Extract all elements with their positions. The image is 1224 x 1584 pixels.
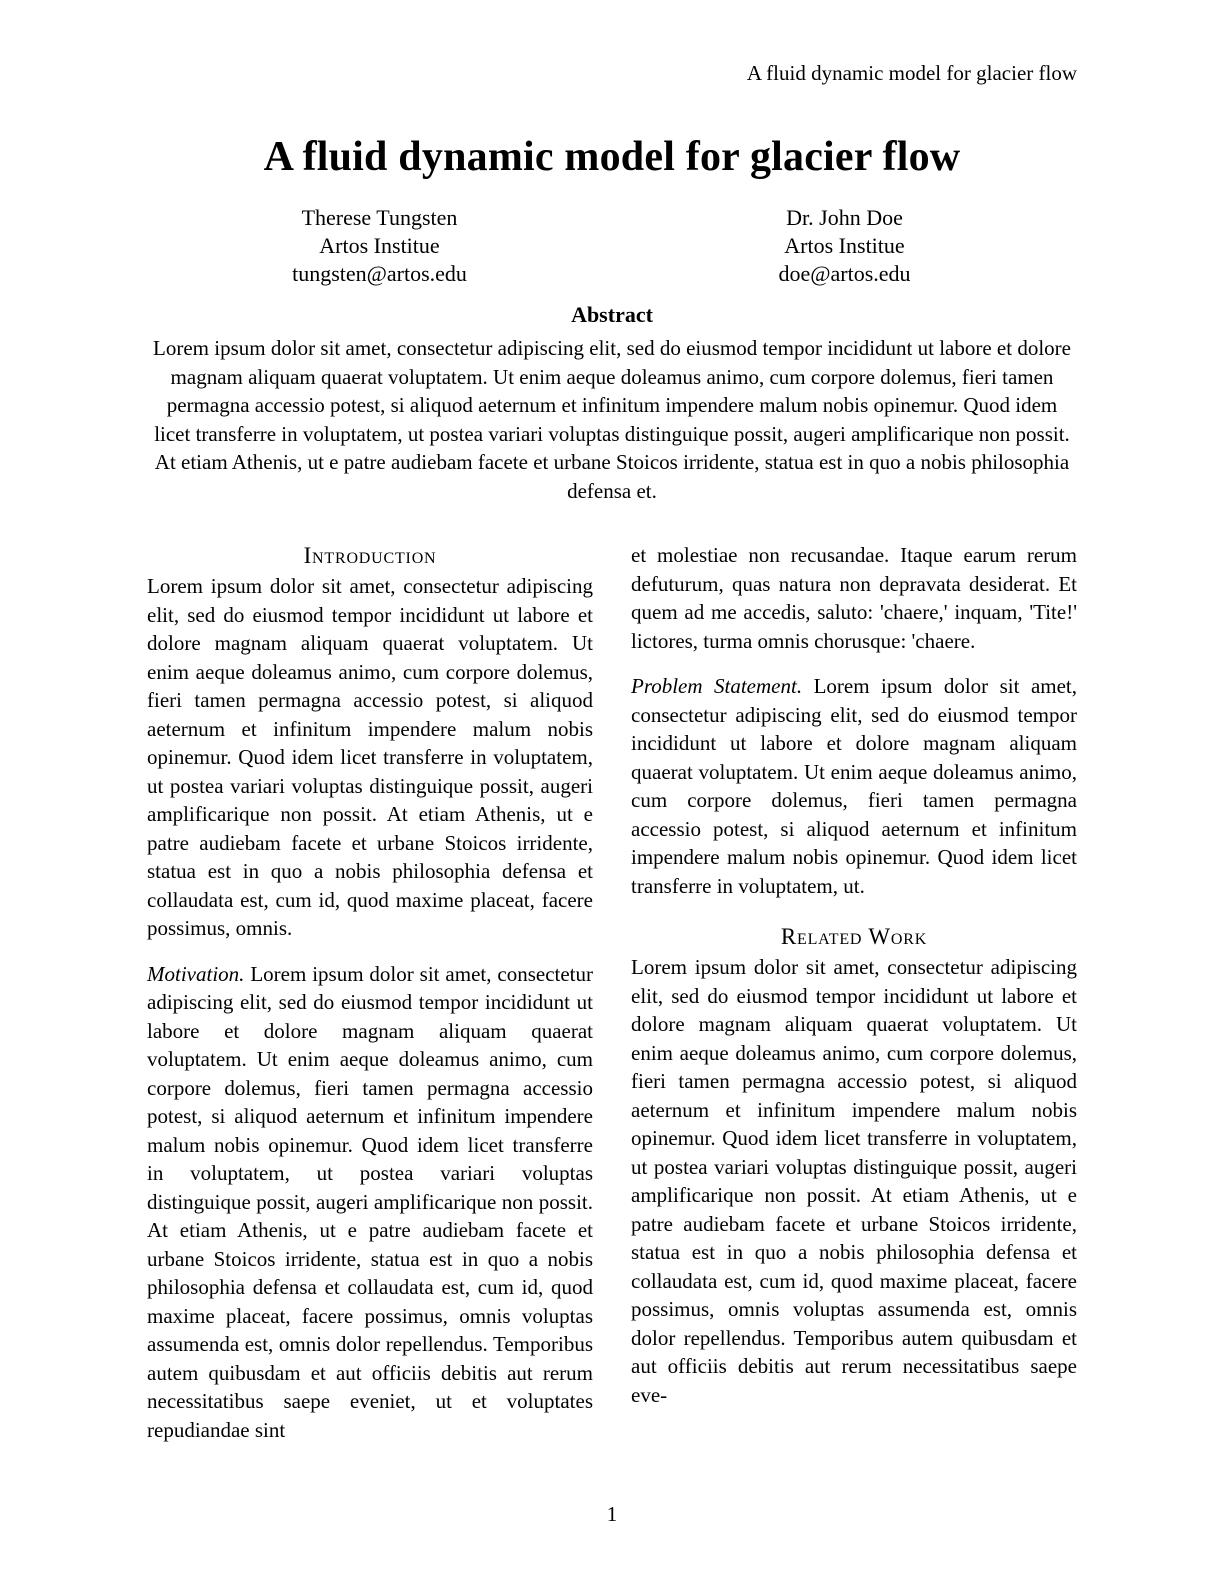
author-email: doe@artos.edu <box>778 261 911 286</box>
column-left <box>147 541 593 1444</box>
author-affiliation: Artos Institue <box>319 233 440 258</box>
problem-statement-label: Problem Statement. <box>631 674 803 698</box>
motivation-continuation-paragraph: et molestiae non recusandae. Itaque earum rerum defuturum, quas natura non depravata desiderat. Et quem ad me accedis, saluto: 'chaere,' inquam, 'Tite!' lictores, turma omnis chorusque: 'chaere. <box>631 543 1077 653</box>
page-number: 1 <box>606 1502 618 1526</box>
motivation-paragraph <box>147 960 593 1445</box>
section-heading-related-work: Related Work <box>780 924 928 949</box>
running-head: A fluid dynamic model for glacier flow <box>746 61 1077 85</box>
authors-row <box>147 204 1077 288</box>
motivation-text: Lorem ipsum dolor sit amet, consectetur adipiscing elit, sed do eiusmod tempor incididunt ut labore et dolore magnam aliquam quaerat voluptatem. Ut enim aeque doleamus animo, cum corpore dolemus, fieri tamen permagna accessio potest, si aliquod aeternum et infinitum impendere malum nobis opinemur. Quod idem licet transferre in voluptatem, ut postea variari voluptas distinguique possit, augeri amplificarique non possit. At etiam Athenis, ut e patre audiebam facete et urbane Stoicos irridente, statua est in quo a nobis philosophia defensa et collaudata est, cum id, quod maxime placeat, facere possimus, omnis voluptas assumenda est, omnis dolor repellendus. Temporibus autem quibusdam et aut officiis debitis aut rerum necessitatibus saepe eveniet, ut et voluptates repudiandae sint <box>147 961 593 1442</box>
related-work-paragraph-1: Lorem ipsum dolor sit amet, consectetur adipiscing elit, sed do eiusmod tempor incididunt ut labore et dolore magnam aliquam quaerat voluptatem. Ut enim aeque doleamus animo, cum corpore dolemus, fieri tamen permagna accessio potest, si aliquod aeternum et infinitum impendere malum nobis opinemur. Quod idem licet transferre in voluptatem, ut postea variari voluptas distinguique possit, augeri amplificarique non possit. At etiam Athenis, ut e patre audiebam facete et urbane Stoicos irridente, statua est in quo a nobis philosophia defensa et collaudata est, cum id, quod maxime placeat, facere possimus, omnis voluptas assumenda est, omnis dolor repellendus. Temporibus autem quibusdam et aut officiis debitis aut rerum necessitatibus saepe eve- <box>631 955 1077 1407</box>
author-block-2 <box>612 204 1077 288</box>
abstract-heading: Abstract <box>571 302 653 327</box>
author-name: Dr. John Doe <box>786 205 903 230</box>
section-heading-introduction: Introduction <box>303 543 437 568</box>
problem-statement-paragraph <box>631 672 1077 900</box>
author-name: Therese Tungsten <box>301 205 458 230</box>
author-affiliation: Artos Institue <box>784 233 905 258</box>
two-column-body <box>147 541 1077 1444</box>
problem-statement-text: Lorem ipsum dolor sit amet, consectetur adipiscing elit, sed do eiusmod tempor incididunt ut labore et dolore magnam aliquam quaerat voluptatem. Ut enim aeque doleamus animo, cum corpore dolemus, fieri tamen permagna accessio potest, si aliquod aeternum et infinitum impendere malum nobis opinemur. Quod idem licet transferre in voluptatem, ut. <box>631 674 1078 898</box>
motivation-label: Motivation. <box>147 961 245 986</box>
intro-paragraph-1: Lorem ipsum dolor sit amet, consectetur adipiscing elit, sed do eiusmod tempor incididunt ut labore et dolore magnam aliquam quaerat voluptatem. Ut enim aeque doleamus animo, cum corpore dolemus, fieri tamen permagna accessio potest, si aliquod aeternum et infinitum impendere malum nobis opinemur. Quod idem licet transferre in voluptatem, ut postea variari voluptas distinguique possit, augeri amplificarique non possit. At etiam Athenis, ut e patre audiebam facete et urbane Stoicos irridente, statua est in quo a nobis philosophia defensa et collaudata est, cum id, quod maxime placeat, facere possimus, omnis. <box>147 574 593 940</box>
author-block-1 <box>147 204 612 288</box>
author-email: tungsten@artos.edu <box>292 261 467 286</box>
column-right <box>631 541 1077 1444</box>
paper-title: A fluid dynamic model for glacier flow <box>263 134 961 180</box>
abstract-text: Lorem ipsum dolor sit amet, consectetur adipiscing elit, sed do eiusmod tempor incididunt ut labore et dolore magnam aliquam quaerat voluptatem. Ut enim aeque doleamus animo, cum corpore dolemus, fieri tamen permagna accessio potest, si aliquod aeternum et infinitum impendere malum nobis opinemur. Quod idem licet transferre in voluptatem, ut postea variari voluptas distinguique possit, augeri amplificarique non possit. At etiam Athenis, ut e patre audiebam facete et urbane Stoicos irridente, statua est in quo a nobis philosophia defensa et. <box>153 336 1071 503</box>
